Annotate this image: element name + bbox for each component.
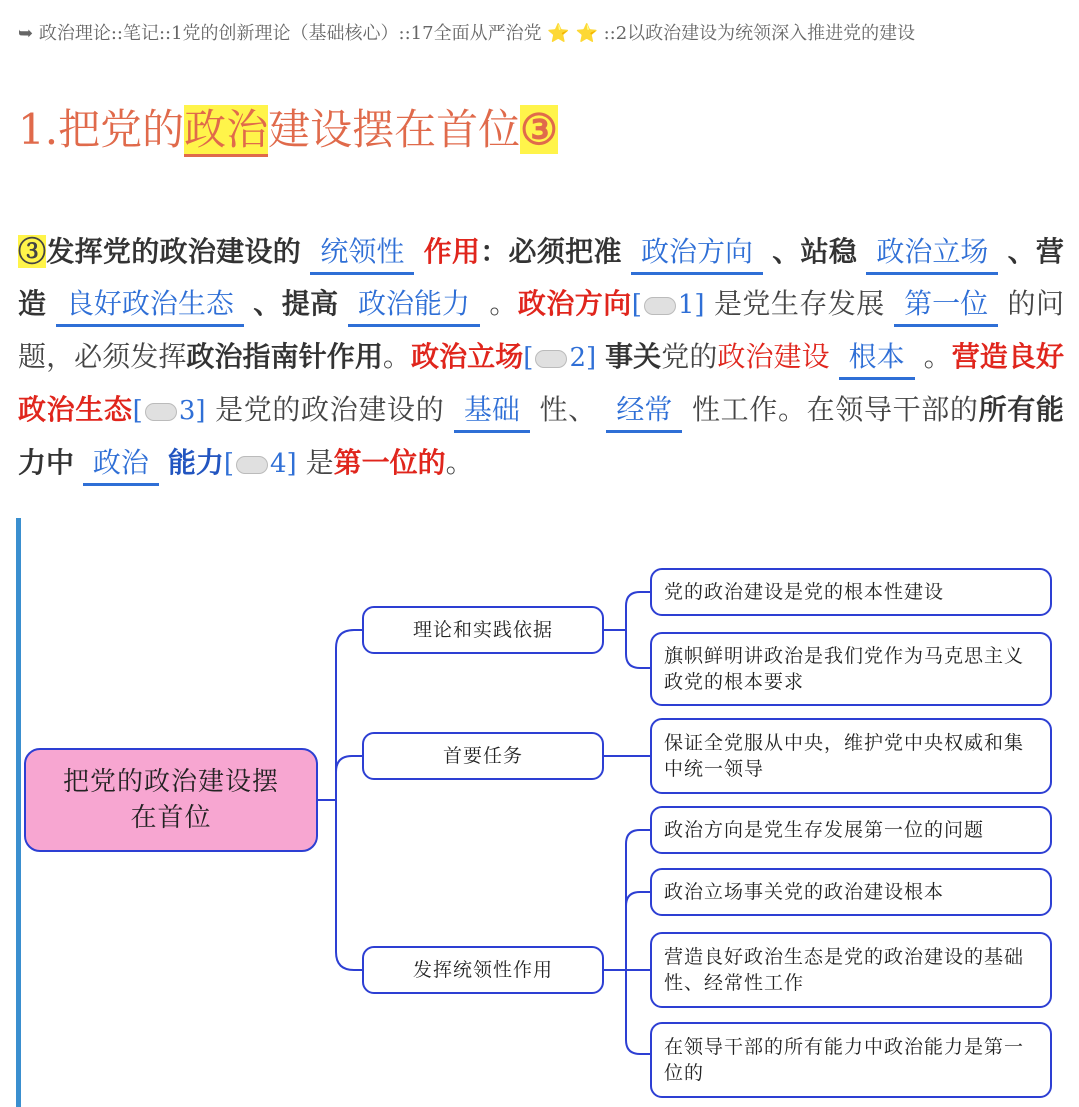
text: 的问题，必须发挥 (18, 287, 1064, 373)
text: 、站稳 (772, 235, 858, 268)
star-icons: ⭐ ⭐ (547, 23, 598, 44)
leaf-label: 营造良好政治生态是党的政治建设的基础性、经常性工作 (664, 946, 1025, 994)
title-suffix: 建设摆在首位 (268, 105, 521, 154)
text: 。 (923, 340, 952, 373)
leaf-label: 保证全党服从中央，维护党中央权威和集中统一领导 (664, 732, 1025, 780)
text: 作用 (423, 235, 481, 268)
connector (336, 756, 362, 800)
mindmap-leaf-node[interactable] (650, 568, 1052, 616)
leaf-label: 政治方向是党生存发展第一位的问题 (664, 819, 985, 841)
breadcrumb-arrow-icon: ➥ (18, 23, 34, 44)
cloze-blank[interactable]: 政治立场 (866, 232, 998, 275)
mindmap-branch-node[interactable] (362, 732, 604, 780)
ref-number: 3] (178, 396, 206, 426)
paragraph-badge: ③ (18, 235, 47, 268)
text: ：必须 (480, 235, 566, 268)
mindmap-branch-node[interactable] (362, 946, 604, 994)
text: 政治立场 (411, 340, 524, 373)
text: 党的 (661, 340, 718, 373)
ref-open: [ (132, 396, 143, 426)
mindmap-leaf-node[interactable] (650, 632, 1052, 706)
text: 政治方向 (517, 287, 632, 320)
text: 发挥党的政治建设的 (46, 235, 302, 268)
connector (336, 800, 362, 970)
text: 是 (305, 446, 334, 479)
text: 。 (445, 446, 474, 479)
text: 政治指南针作用 (186, 340, 383, 373)
ref-number: 1] (677, 290, 705, 320)
mindmap-leaf-node[interactable] (650, 1022, 1052, 1098)
ref-number: 4] (270, 449, 297, 479)
breadcrumb-path-tail[interactable]: ::2以政治建设为统领深入推进党的建设 (603, 23, 916, 44)
mindmap-root-node[interactable] (24, 748, 318, 852)
text: 政治建设 (717, 340, 830, 373)
connector (336, 630, 362, 800)
leaf-label: 党的政治建设是党的根本性建设 (664, 581, 945, 603)
mindmap-branch-node[interactable] (362, 606, 604, 654)
connector (626, 970, 650, 1054)
cloze-blank[interactable]: 政治能力 (348, 284, 480, 327)
cloze-blank[interactable]: 政治方向 (631, 232, 763, 275)
title-badge: ③ (520, 105, 558, 154)
ref-open: [ (523, 343, 534, 373)
mindmap-leaf-node[interactable] (650, 806, 1052, 854)
title-prefix: 1.把党的 (18, 105, 185, 154)
root-label: 把党的政治建设摆在首位 (62, 767, 279, 833)
connector (626, 630, 650, 668)
cloze-blank[interactable]: 第一位 (894, 284, 998, 327)
text: 。 (489, 287, 518, 320)
cloze-blank[interactable]: 统领性 (310, 232, 414, 275)
text: 、营造 (18, 235, 1064, 320)
mindmap-leaf-node[interactable] (650, 718, 1052, 794)
text: 所有能力中 (18, 393, 1064, 479)
breadcrumb-path[interactable]: 政治理论::笔记::1党的创新理论（基础核心）::17全面从严治党 (38, 23, 542, 44)
cloze-blank[interactable]: 根本 (839, 337, 915, 380)
leaf-label: 在领导干部的所有能力中政治能力是第一位的 (664, 1036, 1025, 1084)
text: 把准 (565, 235, 622, 268)
leaf-label: 政治立场事关党的政治建设根本 (664, 881, 945, 903)
text: 性工作。在领导干部的 (691, 393, 979, 426)
mindmap-leaf-node[interactable] (650, 932, 1052, 1008)
cloze-blank[interactable]: 基础 (454, 390, 530, 433)
cloze-blank[interactable]: 良好政治生态 (56, 284, 244, 327)
text: 第一位的 (333, 446, 446, 479)
cloze-blank[interactable]: 经常 (606, 390, 682, 433)
text: 是党的政治建设的 (215, 393, 445, 426)
branch-label: 首要任务 (442, 745, 523, 767)
connector (626, 592, 650, 630)
text: 是党生存发展 (713, 287, 885, 320)
cloze-blank[interactable]: 政治 (83, 443, 159, 486)
text: 、提高 (253, 287, 339, 320)
ref-open: [ (631, 290, 642, 320)
leaf-label: 旗帜鲜明讲政治是我们党作为马克思主义政党的根本要求 (664, 645, 1025, 693)
branch-label: 理论和实践依据 (412, 619, 553, 641)
connector (626, 892, 650, 970)
mindmap-leaf-node[interactable] (650, 868, 1052, 916)
branch-label: 发挥统领性作用 (412, 959, 553, 981)
text: 营造良好政治生态 (18, 340, 1064, 426)
ref-open: [ (223, 449, 235, 479)
title-highlight: 政治 (184, 105, 268, 157)
connector (626, 830, 650, 970)
text: 性、 (539, 393, 597, 426)
text: 事关 (605, 340, 662, 373)
text: 能力 (167, 446, 224, 479)
text: 。 (382, 340, 411, 373)
ref-number: 2] (569, 343, 597, 373)
